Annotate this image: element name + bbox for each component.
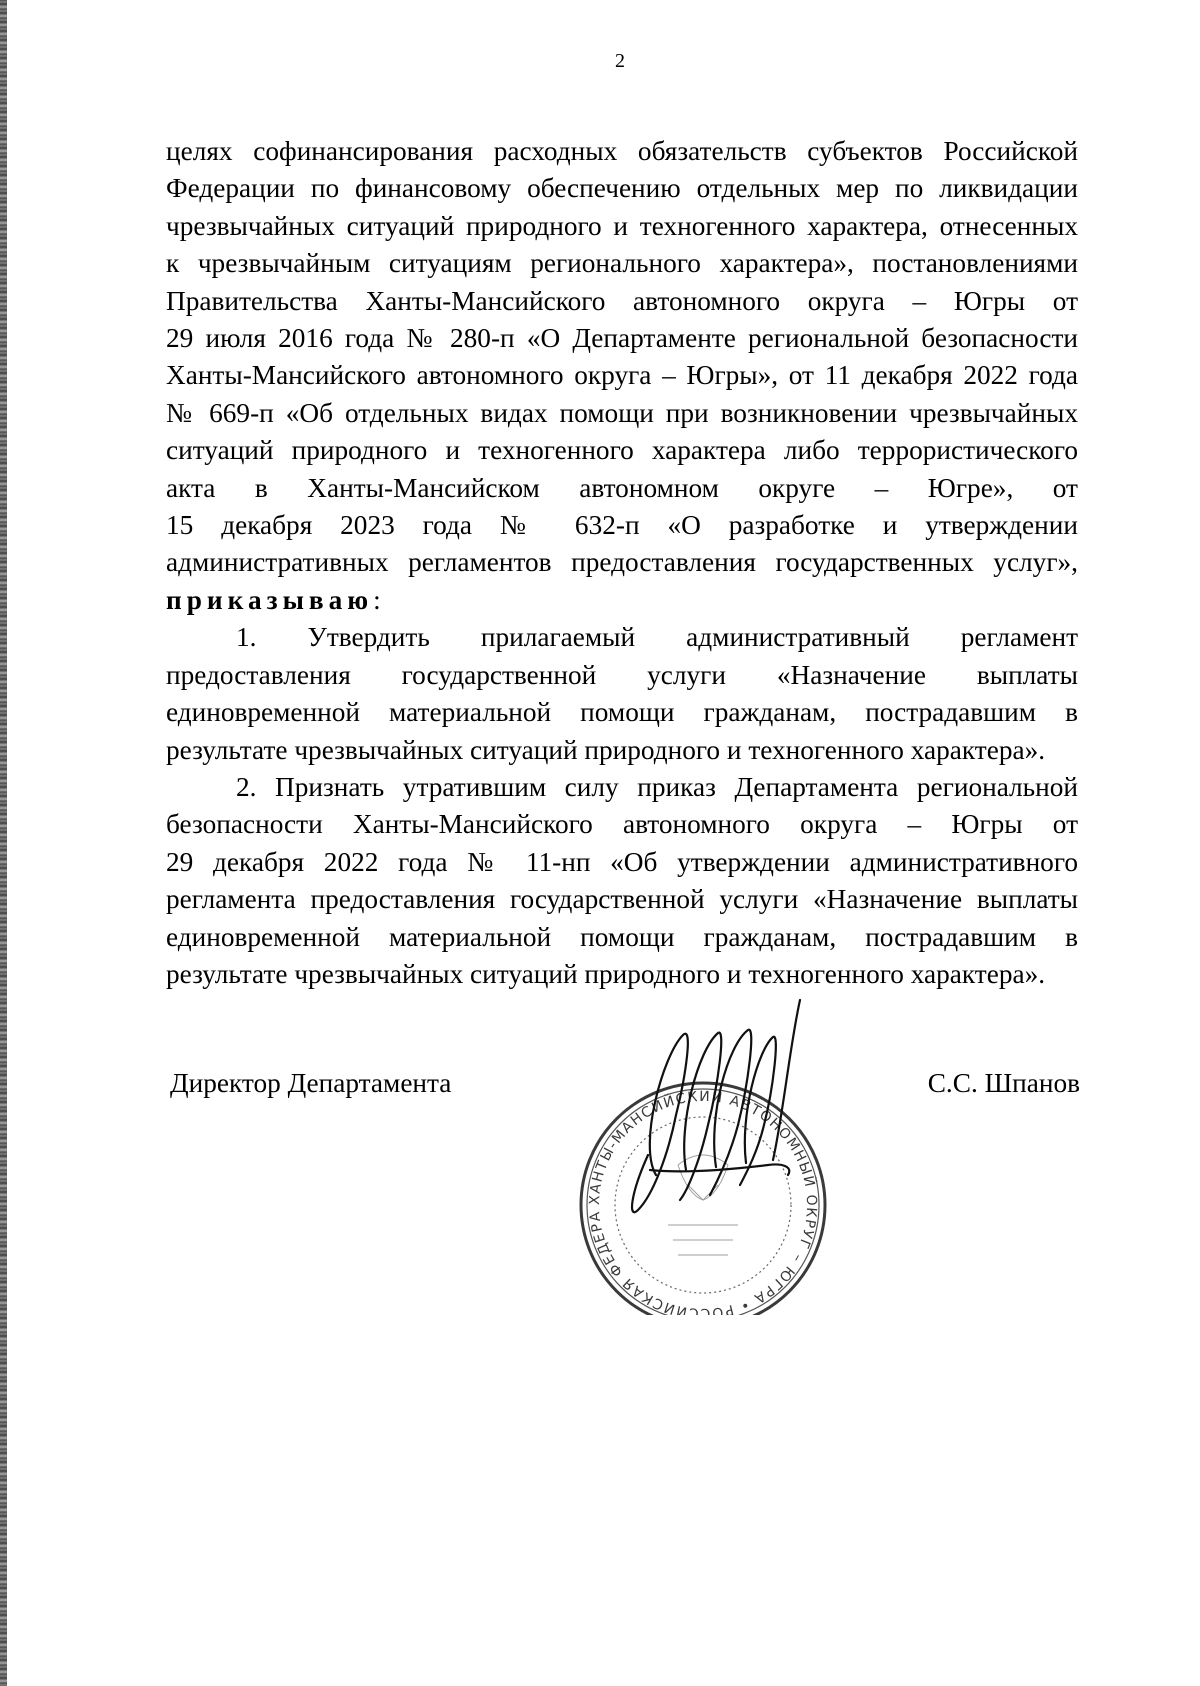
text-line: единовременной материальной помощи гражданам, пострадавшим в	[166, 921, 1078, 952]
order-line	[166, 582, 1078, 619]
text-line: 29 декабря 2022 года № 11-нп «Об утверждении административного	[166, 846, 1078, 877]
text-line: Ханты-Мансийского автономного округа – Югры», от 11 декабря 2022 года	[166, 360, 1078, 391]
official-seal-icon	[568, 995, 825, 1315]
signatory-name: С.С. Шпанов	[927, 1068, 1080, 1098]
text-line: регламента предоставления государственной услуги «Назначение выплаты	[166, 884, 1078, 915]
text-line: административных регламентов предоставления государственных услуг»,	[166, 547, 1078, 578]
text-line: № 669-п «Об отдельных видах помощи при возникновении чрезвычайных	[166, 397, 1078, 428]
text-line: ситуаций природного и техногенного характера либо террористического	[166, 435, 1078, 466]
seal-and-signature	[568, 995, 838, 1315]
svg-text:ХАНТЫ-МАНСИЙСКИЙ АВТОНОМНЫЙ ОК	[568, 995, 820, 1315]
document-body	[166, 133, 1078, 993]
text-line: Федерации по финансовому обеспечению отдельных мер по ликвидации	[166, 173, 1078, 204]
order-colon: :	[373, 584, 381, 615]
text-line: результате чрезвычайных ситуаций природного и техногенного характера».	[166, 958, 1046, 989]
text-line: чрезвычайных ситуаций природного и техногенного характера, отнесенных	[166, 210, 1078, 241]
intro-paragraph	[166, 133, 1078, 619]
text-line: 29 июля 2016 года № 280-п «О Департаменте региональной безопасности	[166, 323, 1078, 354]
text-line: безопасности Ханты-Мансийского автономного округа – Югры от	[166, 809, 1078, 840]
text-line: 15 декабря 2023 года № 632-п «О разработке и утверждении	[166, 510, 1078, 541]
text-line: акта в Ханты-Мансийском автономном округе – Югре», от	[166, 472, 1078, 503]
text-line: 2. Признать утратившим силу приказ Департамента региональной	[236, 771, 1078, 802]
scan-edge-artifact	[0, 0, 7, 1686]
text-line: 1. Утвердить прилагаемый административный регламент	[236, 622, 1078, 653]
seal-text: ХАНТЫ-МАНСИЙСКИЙ АВТОНОМНЫЙ ОКРУГ – ЮГРА • РОССИЙСКАЯ ФЕДЕРА	[586, 1088, 820, 1315]
text-line: результате чрезвычайных ситуаций природного и техногенного характера».	[166, 734, 1046, 765]
order-item-1	[166, 619, 1078, 769]
page-number: 2	[615, 50, 625, 72]
order-word: приказываю	[166, 584, 374, 615]
signatory-position: Директор Департамента	[170, 1068, 452, 1098]
text-line: единовременной материальной помощи гражданам, пострадавшим в	[166, 697, 1078, 728]
order-item-2	[166, 769, 1078, 993]
text-line: предоставления государственной услуги «Назначение выплаты	[166, 659, 1078, 690]
text-line: целях софинансирования расходных обязательств субъектов Российской	[166, 136, 1078, 166]
text-line: к чрезвычайным ситуациям регионального характера», постановлениями	[166, 248, 1078, 279]
text-line: Правительства Ханты-Мансийского автономного округа – Югры от	[166, 285, 1078, 316]
